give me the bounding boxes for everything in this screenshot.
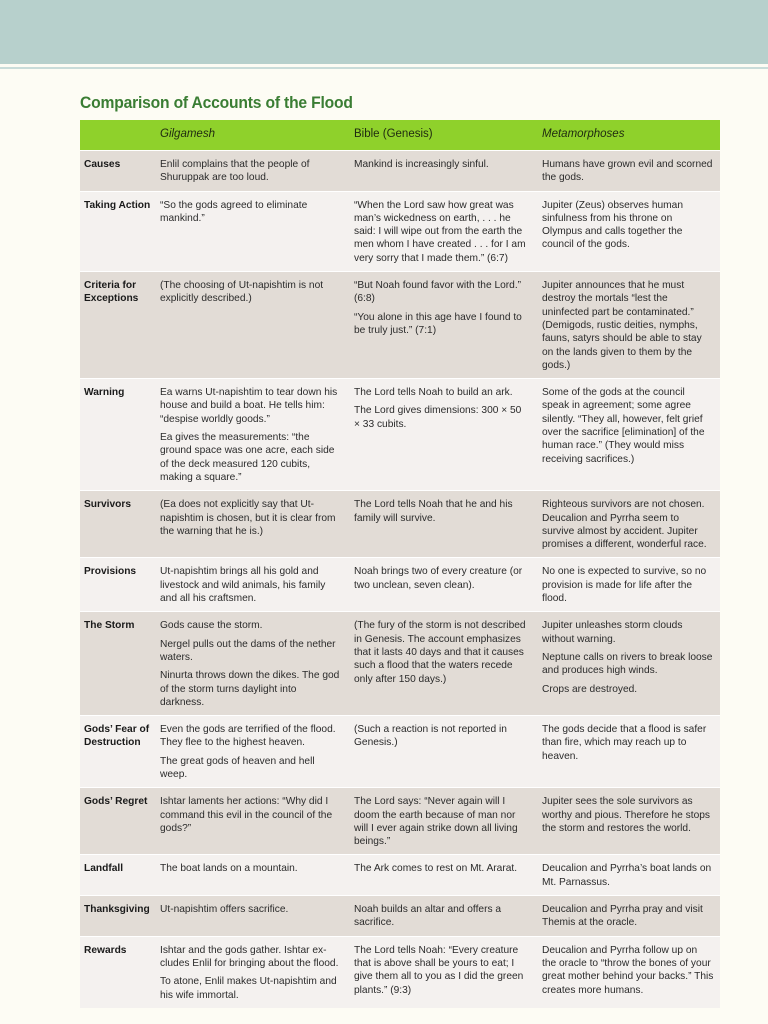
table-row (80, 379, 720, 491)
cell-paragraph: (The fury of the storm is not described in Genesis. The account emphasizes that it lasts 40 days and that it causes such a flood that the waters recede only after 150 days.) (354, 620, 526, 685)
metamorphoses-cell (536, 191, 720, 271)
cell-paragraph: “When the Lord saw how great was man’s wickedness on earth, . . . he said: I will wipe out from the earth the men whom I have created . . . for I am very sorry that I made them.” (6:7) (354, 199, 526, 264)
table-row (80, 936, 720, 1008)
cell-paragraph: Crops are destroyed. (542, 683, 638, 695)
row-label: Criteria for Exceptions (80, 272, 154, 379)
cell-paragraph: Deucalion and Pyrrha’s boat lands on Mt. Parnassus. (542, 863, 712, 888)
table-body (80, 151, 720, 1008)
bible-cell (348, 491, 536, 558)
bible-cell (348, 151, 536, 192)
metamorphoses-cell (536, 491, 720, 558)
metamorphoses-cell (536, 379, 720, 491)
cell-paragraph: To atone, Enlil makes Ut-napishtim and his wife immortal. (160, 976, 337, 1001)
metamorphoses-cell (536, 612, 720, 716)
row-label: Causes (80, 151, 154, 192)
metamorphoses-cell (536, 896, 720, 937)
row-label: Thanksgiving (80, 896, 154, 937)
cell-paragraph: Gods cause the storm. (160, 620, 263, 632)
cell-paragraph: Enlil complains that the people of Shuruppak are too loud. (160, 159, 310, 184)
cell-paragraph: Ishtar and the gods gather. Ishtar excludes Enlil for bringing about the flood. (160, 944, 339, 969)
cell-paragraph: Ea gives the measurements: “the ground space was one acre, each side of the deck measured 120 cubits, making a square.” (160, 432, 335, 483)
cell-paragraph: Noah brings two of every creature (or two unclean, seven clean). (354, 566, 523, 591)
cell-paragraph: The gods decide that a flood is safer than fire, which may reach up to heaven. (542, 724, 707, 762)
flood-comparison-table (80, 120, 720, 1008)
metamorphoses-cell (536, 558, 720, 612)
gilgamesh-cell (154, 896, 348, 937)
gilgamesh-cell (154, 788, 348, 855)
cell-paragraph: Humans have grown evil and scorned the gods. (542, 159, 713, 184)
table-row (80, 491, 720, 558)
cell-paragraph: (Ea does not explicitly say that Ut-napishtim is chosen, but it is clear from the warning that he is.) (160, 499, 336, 537)
cell-paragraph: The Ark comes to rest on Mt. Ararat. (354, 863, 518, 875)
cell-paragraph: Nergel pulls out the dams of the nether waters. (160, 638, 336, 663)
bible-cell (348, 272, 536, 379)
bible-cell (348, 936, 536, 1008)
table-row (80, 612, 720, 716)
cell-paragraph: The Lord gives dimensions: 300 × 50 × 33 cubits. (354, 405, 522, 430)
cell-paragraph: Deucalion and Pyrrha follow up on the oracle to “throw the bones of your great mother behind your backs.” This creates more humans. (542, 944, 714, 996)
gilgamesh-cell (154, 716, 348, 788)
cell-paragraph: Jupiter sees the sole survivors as worthy and pious. Therefore he stops the storm and restores the world. (542, 796, 711, 834)
row-label: Survivors (80, 491, 154, 558)
row-label: Landfall (80, 855, 154, 896)
page-title: Comparison of Accounts of the Flood (80, 93, 353, 112)
bible-cell (348, 612, 536, 716)
bible-cell (348, 788, 536, 855)
cell-paragraph: No one is expected to survive, so no provision is made for life after the flood. (542, 566, 707, 605)
cell-paragraph: Even the gods are terrified of the flood. They flee to the highest heaven. (160, 724, 336, 749)
row-label: Gods’ Fear of Destruction (80, 716, 154, 788)
bible-cell (348, 558, 536, 612)
cell-paragraph: Jupiter (Zeus) observes human sinfulness from his throne on Olympus and calls together the council of the gods. (542, 199, 683, 251)
table-header-row (80, 120, 720, 151)
gilgamesh-cell (154, 151, 348, 192)
metamorphoses-cell (536, 716, 720, 788)
metamorphoses-cell (536, 272, 720, 379)
header-metamorphoses: Metamorphoses (536, 120, 720, 151)
cell-paragraph: Ea warns Ut-napishtim to tear down his house and build a boat. He tells him: “despise worldly goods.” (160, 387, 338, 425)
gilgamesh-cell (154, 936, 348, 1008)
cell-paragraph: Deucalion and Pyrrha pray and visit Themis at the oracle. (542, 904, 703, 929)
row-label: Taking Action (80, 191, 154, 271)
table-row (80, 896, 720, 937)
row-label: The Storm (80, 612, 154, 716)
metamorphoses-cell (536, 936, 720, 1008)
metamorphoses-cell (536, 788, 720, 855)
cell-paragraph: Noah builds an altar and offers a sacrifice. (354, 904, 502, 929)
top-divider (0, 67, 768, 69)
cell-paragraph: The boat lands on a mountain. (160, 863, 298, 875)
cell-paragraph: (The choosing of Ut-napishtim is not explicitly described.) (160, 280, 324, 305)
table-row (80, 151, 720, 192)
top-banner (0, 0, 768, 64)
gilgamesh-cell (154, 612, 348, 716)
table-row (80, 855, 720, 896)
cell-paragraph: Jupiter unleashes storm clouds without warning. (542, 620, 683, 645)
table-row (80, 558, 720, 612)
cell-paragraph: Ut-napishtim brings all his gold and livestock and wild animals, his family and all his craftsmen. (160, 566, 326, 605)
cell-paragraph: Ut-napishtim offers sacrifice. (160, 904, 289, 916)
cell-paragraph: Some of the gods at the council speak in agreement; some agree silently. “They all, however, felt grief over the sacrifice [elimination] of the human race.” (They would miss receiving sacrifices.) (542, 387, 705, 465)
gilgamesh-cell (154, 191, 348, 271)
cell-paragraph: Neptune calls on rivers to break loose and produces high winds. (542, 651, 713, 677)
cell-paragraph: Ishtar laments her actions: “Why did I command this evil in the council of the gods?” (160, 796, 333, 834)
table-row (80, 272, 720, 379)
row-label: Gods’ Regret (80, 788, 154, 855)
cell-paragraph: The great gods of heaven and hell weep. (160, 755, 315, 780)
cell-paragraph: “So the gods agreed to eliminate mankind.” (160, 199, 308, 224)
cell-paragraph: Jupiter announces that he must destroy the mortals “lest the uninfected part be contaminated.” (Demigods, rustic deities, nymphs, fauns, satyrs should be able to stay on the lands given to them by the gods.) (542, 280, 702, 371)
metamorphoses-cell (536, 855, 720, 896)
bible-cell (348, 191, 536, 271)
cell-paragraph: (Such a reaction is not reported in Genesis.) (354, 724, 507, 749)
gilgamesh-cell (154, 379, 348, 491)
header-bible: Bible (Genesis) (348, 120, 536, 151)
cell-paragraph: Righteous survivors are not chosen. Deucalion and Pyrrha seem to survive almost by accident. Jupiter promises a different, wonderful race. (542, 499, 707, 551)
header-gilgamesh: Gilgamesh (154, 120, 348, 151)
row-label: Provisions (80, 558, 154, 612)
cell-paragraph: The Lord tells Noah: “Every creature that is above shall be yours to eat; I give them all to you as I did the green plants.” (9:3) (354, 944, 524, 996)
cell-paragraph: The Lord says: “Never again will I doom the earth because of man nor will I ever again strike down all living beings.” (354, 796, 518, 848)
header-blank (80, 120, 154, 151)
table-row (80, 716, 720, 788)
table-row (80, 788, 720, 855)
gilgamesh-cell (154, 272, 348, 379)
cell-paragraph: “But Noah found favor with the Lord.” (6:8) (354, 280, 522, 305)
cell-paragraph: Mankind is increasingly sinful. (354, 159, 489, 170)
bible-cell (348, 379, 536, 491)
metamorphoses-cell (536, 151, 720, 192)
cell-paragraph: Ninurta throws down the dikes. The god of the storm turns daylight into darkness. (160, 670, 340, 708)
row-label: Rewards (80, 936, 154, 1008)
gilgamesh-cell (154, 491, 348, 558)
bible-cell (348, 855, 536, 896)
table-row (80, 191, 720, 271)
bible-cell (348, 896, 536, 937)
cell-paragraph: “You alone in this age have I found to be truly just.” (7:1) (354, 311, 522, 336)
cell-paragraph: The Lord tells Noah that he and his family will survive. (354, 499, 513, 524)
gilgamesh-cell (154, 558, 348, 612)
bible-cell (348, 716, 536, 788)
cell-paragraph: The Lord tells Noah to build an ark. (354, 387, 513, 399)
gilgamesh-cell (154, 855, 348, 896)
row-label: Warning (80, 379, 154, 491)
